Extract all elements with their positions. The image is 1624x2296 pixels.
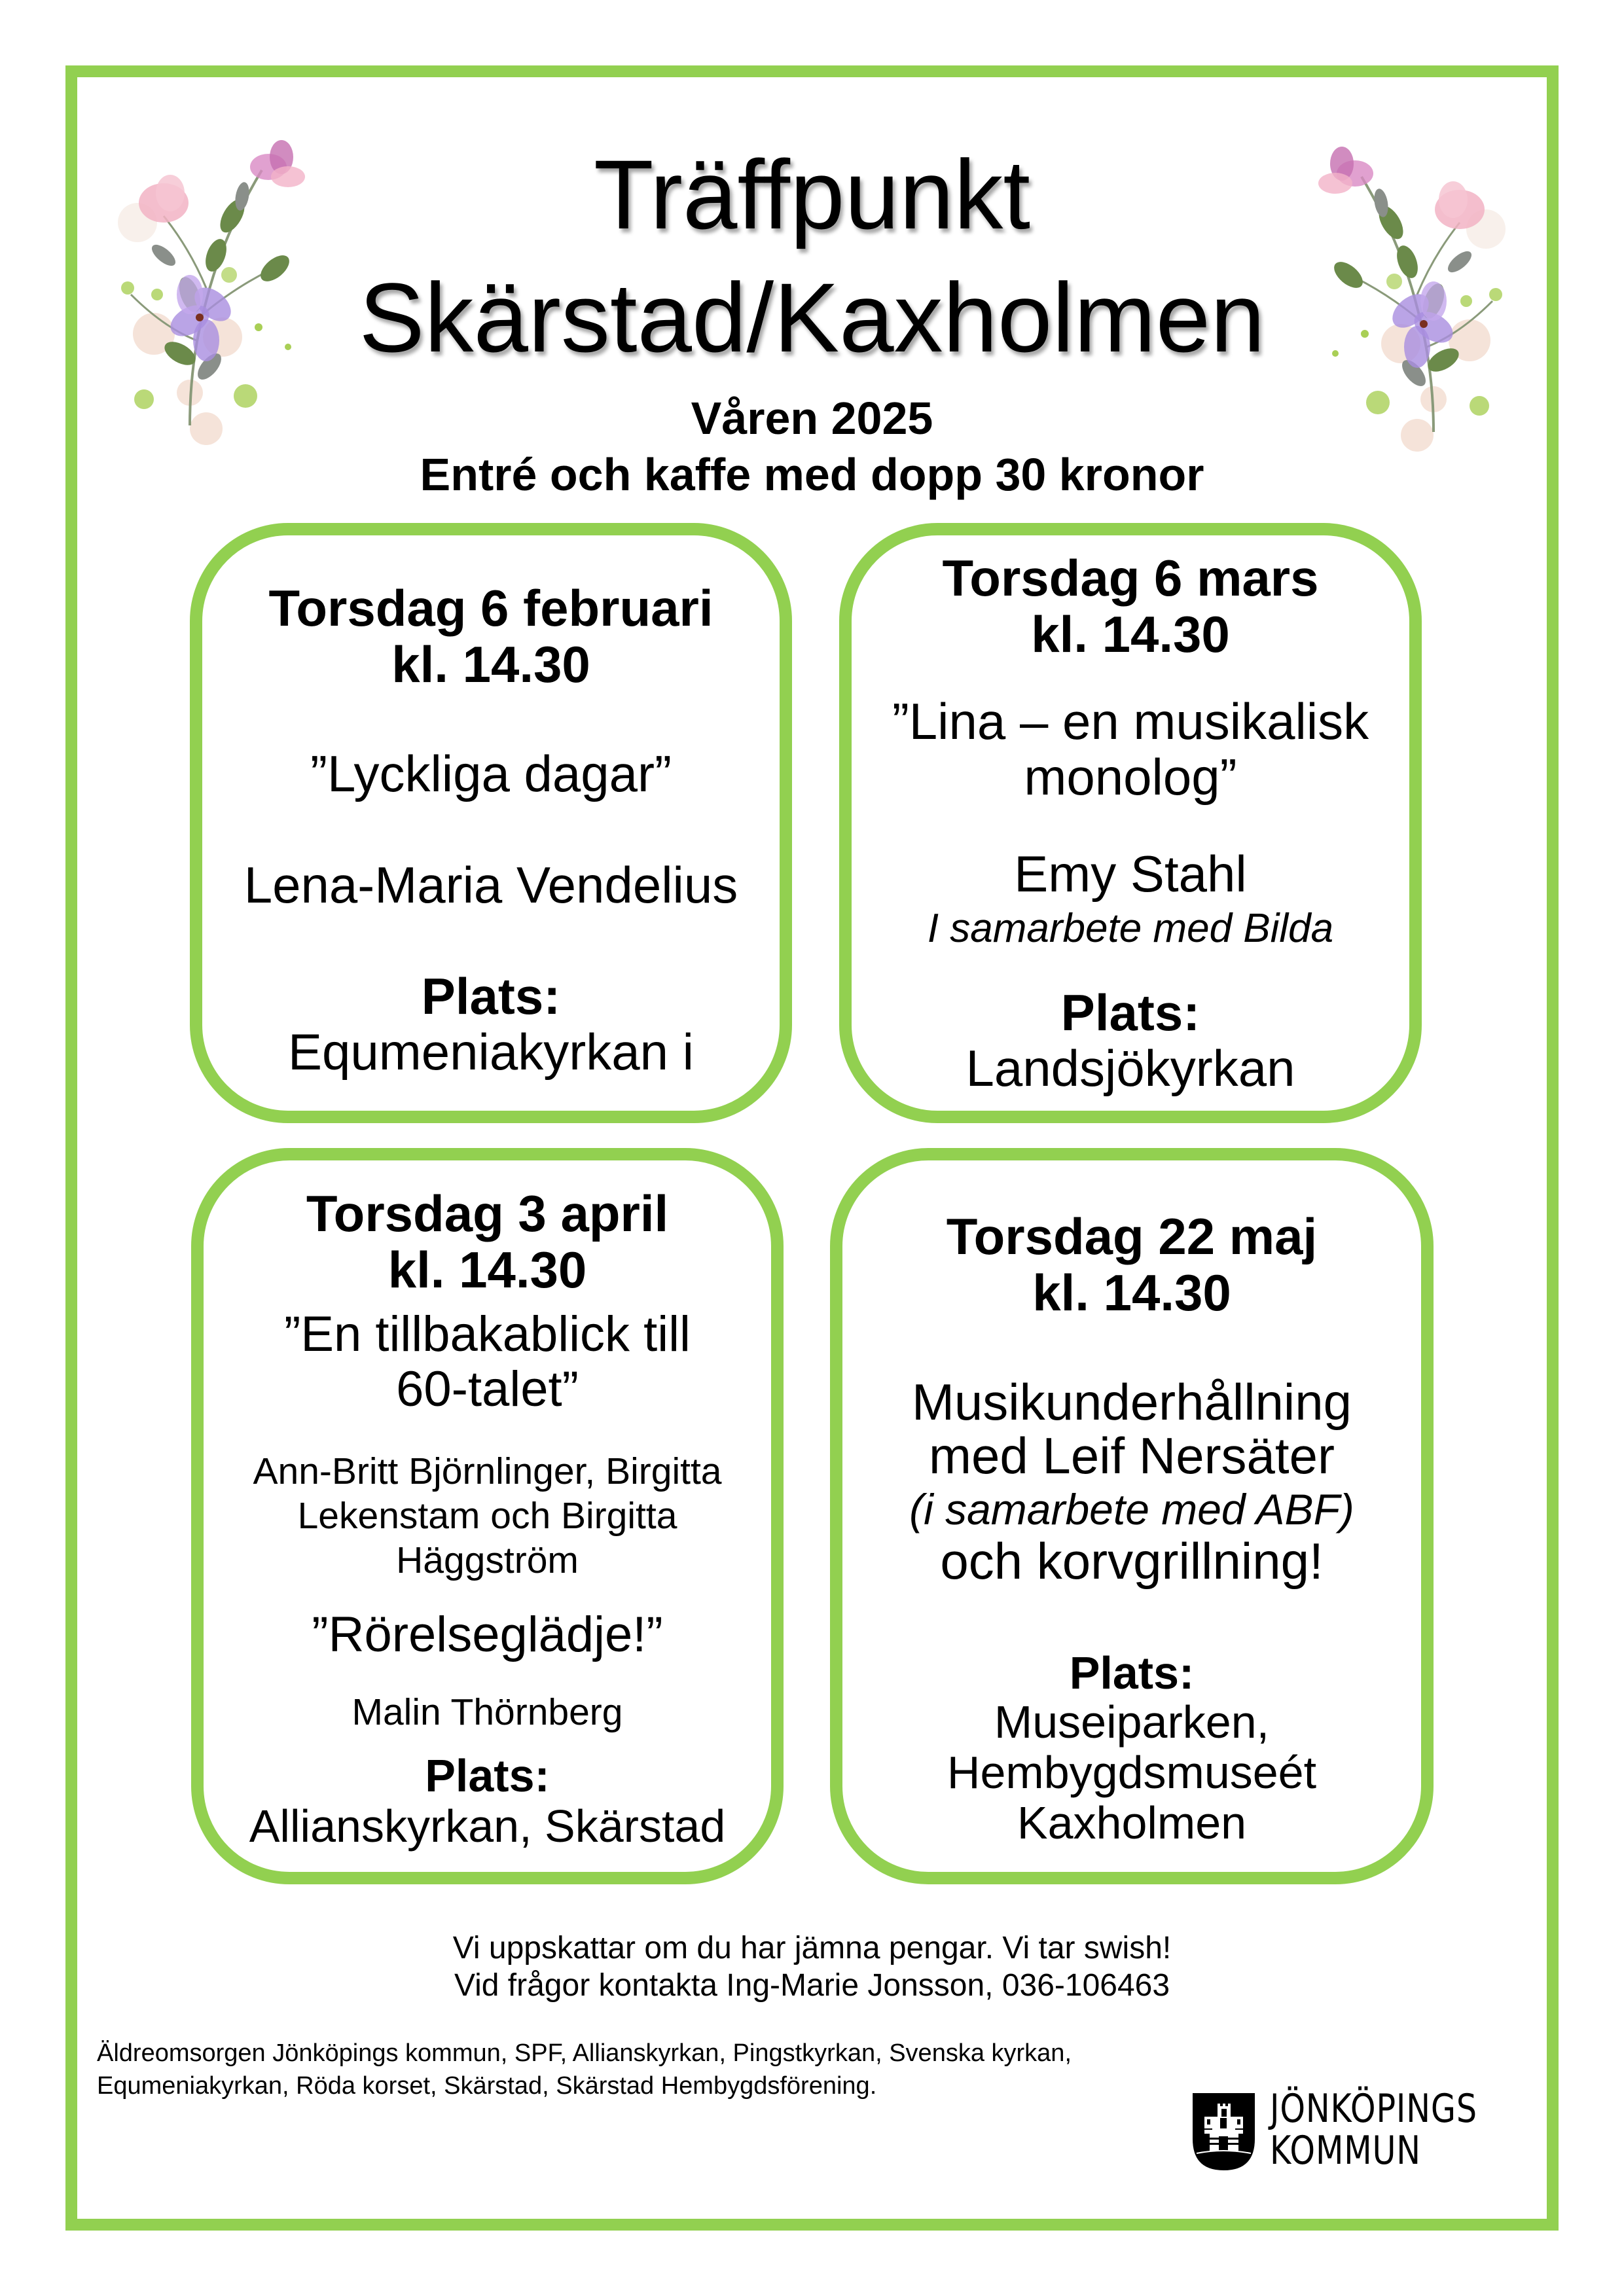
event-title-line1: ”En tillbakablick till [284, 1306, 691, 1362]
event-day: Torsdag 6 februari [268, 579, 713, 637]
sponsors-line2: Equmeniakyrkan, Röda korset, Skärstad, Skärstad Hembygdsförening. [97, 2072, 877, 2100]
event-title-line1: ”Lina – en musikalisk [892, 692, 1369, 750]
coat-of-arms-icon [1193, 2093, 1255, 2170]
entry-price-heading: Entré och kaffe med dopp 30 kronor [420, 449, 1204, 500]
event-card-april [191, 1148, 784, 1884]
event-place-line2: Hembygdsmuseét [947, 1747, 1317, 1798]
event-performer2: Malin Thörnberg [352, 1691, 623, 1733]
event-place-line1: Museiparken, [994, 1696, 1270, 1748]
event-card-may [830, 1148, 1434, 1884]
event-performer: Lena-Maria Vendelius [244, 856, 738, 914]
event-title2: ”Rörelseglädje!” [312, 1607, 663, 1662]
event-place: Allianskyrkan, Skärstad [249, 1801, 726, 1852]
event-title-line2: monolog” [1024, 748, 1237, 806]
event-card-february [190, 523, 792, 1123]
event-performer: Emy Stahl [1014, 845, 1247, 903]
event-place: Landsjökyrkan [965, 1039, 1295, 1097]
payment-note: Vi uppskattar om du har jämna pengar. Vi tar swish! [452, 1931, 1172, 1965]
logo-line2: KOMMUN [1270, 2128, 1421, 2174]
event-day: Torsdag 6 mars [942, 549, 1319, 607]
contact-info: Vid frågor kontakta Ing-Marie Jonsson, 036-106463 [454, 1968, 1170, 2003]
event-place-label: Plats: [425, 1750, 550, 1801]
event-place-line3: Kaxholmen [1017, 1797, 1247, 1848]
event-performers-line1: Ann-Britt Björnlinger, Birgitta [253, 1450, 722, 1492]
event-place-label: Plats: [421, 967, 561, 1025]
event-performers-line3: Häggström [396, 1539, 579, 1581]
event-time: kl. 14.30 [1031, 605, 1230, 663]
event-title-line2: 60-talet” [396, 1361, 579, 1417]
sponsors-line1: Äldreomsorgen Jönköpings kommun, SPF, Allianskyrkan, Pingstkyrkan, Svenska kyrkan, [97, 2039, 1072, 2067]
logo-wordmark [1270, 2088, 1477, 2172]
jonkopings-kommun-logo [1193, 2088, 1546, 2173]
logo-line1: JÖNKÖPINGS [1270, 2086, 1477, 2132]
event-place-label: Plats: [1069, 1647, 1195, 1698]
event-day: Torsdag 22 maj [946, 1208, 1318, 1265]
page-title-line2: Skärstad/Kaxholmen [359, 262, 1265, 372]
event-place: Equmeniakyrkan i [288, 1023, 694, 1081]
event-title: ”Lyckliga dagar” [310, 745, 672, 802]
event-performers-line2: Lekenstam och Birgitta [297, 1495, 677, 1537]
event-cooperation: (i samarbete med ABF) [909, 1485, 1354, 1534]
event-desc-line3: och korvgrillning! [940, 1532, 1324, 1590]
event-card-march [839, 523, 1422, 1123]
event-desc-line2: med Leif Nersäter [929, 1427, 1335, 1484]
season-heading: Våren 2025 [691, 393, 933, 444]
event-time: kl. 14.30 [1032, 1264, 1231, 1321]
page-title-line1: Träffpunkt [593, 139, 1031, 249]
event-desc-line1: Musikunderhållning [911, 1373, 1352, 1431]
event-time: kl. 14.30 [388, 1241, 587, 1299]
event-time: kl. 14.30 [391, 636, 590, 693]
event-cooperation: I samarbete med Bilda [927, 906, 1334, 951]
event-place-label: Plats: [1060, 984, 1200, 1041]
event-day: Torsdag 3 april [306, 1185, 669, 1242]
